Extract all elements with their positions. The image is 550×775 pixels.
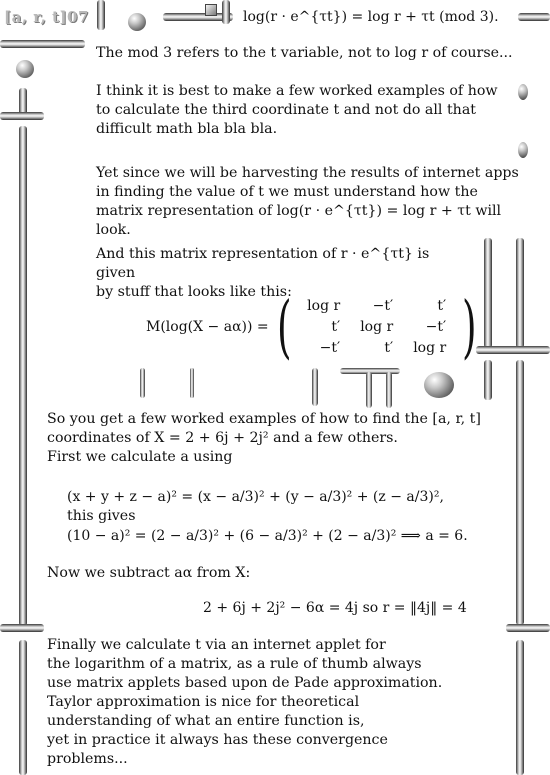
paragraph-line: the logarithm of a matrix, as a rule of thumb always <box>47 656 422 672</box>
matrix-cell: −t′ <box>372 298 394 314</box>
paragraph-worked-examples <box>96 82 526 139</box>
paragraph-line: And this matrix representation of r · e^{τt} is given <box>96 246 430 281</box>
paragraph-line: matrix representation of log(r · e^{τt}) = log r + τt will look. <box>96 203 502 238</box>
matrix-row <box>297 338 456 359</box>
matrix-cell: t′ <box>331 319 341 335</box>
decor-bar-top-left <box>97 0 105 30</box>
decor-bar-mid-3 <box>312 368 318 406</box>
matrix-cell: log r <box>307 298 341 314</box>
header-equation: log(r · e^{τt}) = log r + τt (mod 3). <box>243 9 499 25</box>
decor-bar-mid-5 <box>366 372 372 408</box>
decor-bar-right-c <box>484 360 492 400</box>
paragraph-line: understanding of what an entire function is, <box>47 713 365 729</box>
paragraph-coordinates <box>47 410 487 467</box>
matrix-row <box>297 296 456 317</box>
matrix-cell: log r <box>413 340 447 356</box>
decor-bar-top-mid-v <box>222 0 230 24</box>
decor-bar-right-bottom-cross <box>506 624 550 632</box>
paragraph-line: Finally we calculate t via an internet applet for <box>47 637 386 653</box>
matrix-cell: log r <box>360 319 394 335</box>
paragraph-line: difficult math bla bla bla. <box>96 121 278 137</box>
matrix-lhs: M(log(X − aα)) = <box>146 319 269 335</box>
equation-r-value: 2 + 6j + 2j² − 6α = 4j so r = ‖4j‖ = 4 <box>203 600 467 616</box>
matrix-table <box>297 296 456 359</box>
paragraph-line: to calculate the third coordinate t and not do all that <box>96 102 476 118</box>
decor-bar-right-a <box>484 238 492 348</box>
decor-bar-left-cross <box>0 112 44 120</box>
matrix-left-paren: ( <box>276 287 292 367</box>
decor-ball-left <box>16 60 34 78</box>
decor-joint-top <box>205 4 217 16</box>
paragraph-line: I think it is best to make a few worked examples of how <box>96 83 498 99</box>
paragraph-line: problems... <box>47 751 128 767</box>
matrix-cell: t′ <box>437 298 447 314</box>
paragraph-line: First we calculate a using <box>47 449 233 465</box>
paragraph-line: So you get a few worked examples of how to find the [a, r, t] <box>47 411 481 427</box>
paragraph-line: coordinates of X = 2 + 6j + 2j² and a few others. <box>47 430 398 446</box>
decor-bar-left-h <box>0 40 85 48</box>
decor-bar-right-cross <box>476 346 550 354</box>
text-this-gives: this gives <box>67 508 136 524</box>
decor-bar-left-long <box>19 126 27 626</box>
decor-bar-right-b <box>516 238 524 348</box>
matrix-cell: −t′ <box>319 340 341 356</box>
paragraph-line: use matrix applets based upon de Pade approximation. <box>47 675 443 691</box>
decor-bar-left-bottom <box>19 640 27 775</box>
equation-solve-a: (10 − a)² = (2 − a/3)² + (6 − a/3)² + (2 − a/3)² ⟹ a = 6. <box>67 528 468 544</box>
equation-sum-squares: (x + y + z − a)² = (x − a/3)² + (y − a/3)² + (z − a/3)², <box>67 489 444 505</box>
decor-ball-right-2 <box>518 142 528 158</box>
decor-bar-mid-1 <box>140 368 145 398</box>
decor-bar-right-long <box>516 360 524 625</box>
matrix-cell: −t′ <box>425 319 447 335</box>
decor-bar-left-bottom-cross <box>0 624 44 632</box>
paragraph-line: Taylor approximation is nice for theoretical <box>47 694 360 710</box>
decor-ball-mid <box>424 372 454 398</box>
paragraph-line: by stuff that looks like this: <box>96 284 292 300</box>
decor-bar-mid-2 <box>190 368 194 398</box>
matrix-right-paren: ) <box>462 287 477 367</box>
matrix-row <box>297 317 456 338</box>
paragraph-applet <box>47 636 487 769</box>
decor-bar-right-bottom <box>516 640 524 775</box>
decor-bar-mid-6 <box>386 372 392 408</box>
paragraph-line: Yet since we will be harvesting the results of internet apps <box>96 165 519 181</box>
paragraph-internet-apps <box>96 164 526 240</box>
paragraph-line: yet in practice it always has these convergence <box>47 732 388 748</box>
paragraph-line: in finding the value of t we must understand how the <box>96 184 478 200</box>
paragraph-subtract: Now we subtract aα from X: <box>47 565 251 581</box>
matrix-cell: t′ <box>384 340 394 356</box>
paragraph-mod3: The mod 3 refers to the t variable, not to log r of course... <box>96 45 513 61</box>
site-logo: [a, r, t]07 <box>4 8 89 26</box>
decor-bar-top-right <box>518 13 550 21</box>
decor-ball-top <box>128 13 146 31</box>
